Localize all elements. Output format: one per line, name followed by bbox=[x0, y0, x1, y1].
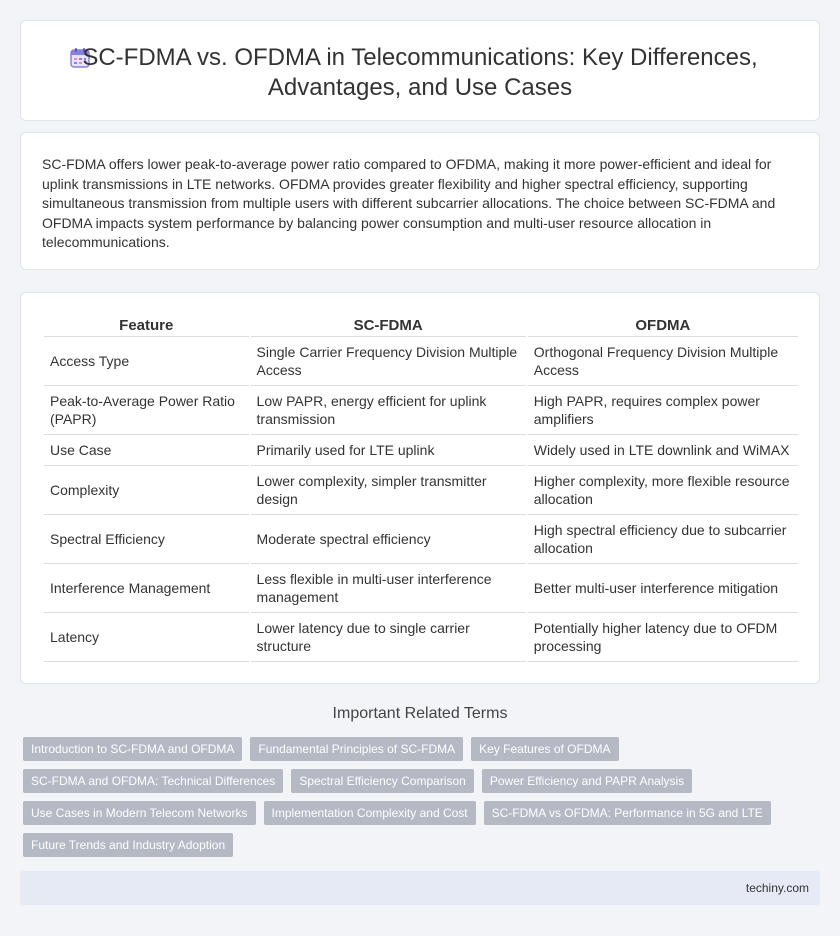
table-cell-feature: Use Case bbox=[44, 435, 249, 466]
table-cell-scfdma: Lower latency due to single carrier structure bbox=[251, 613, 526, 662]
title-card bbox=[20, 20, 820, 121]
table-cell-ofdma: High spectral efficiency due to subcarrier allocation bbox=[528, 515, 798, 564]
table-cell-feature: Peak-to-Average Power Ratio (PAPR) bbox=[44, 386, 249, 435]
table-header-row bbox=[44, 315, 798, 337]
column-header-ofdma: OFDMA bbox=[528, 315, 798, 337]
comparison-table bbox=[42, 315, 800, 662]
summary-card bbox=[20, 132, 820, 270]
table-row bbox=[44, 386, 798, 435]
related-term-tag[interactable]: Key Features of OFDMA bbox=[471, 737, 618, 761]
table-cell-ofdma: Orthogonal Frequency Division Multiple Access bbox=[528, 337, 798, 386]
table-cell-scfdma: Primarily used for LTE uplink bbox=[251, 435, 526, 466]
table-cell-ofdma: Widely used in LTE downlink and WiMAX bbox=[528, 435, 798, 466]
related-term-tag[interactable]: SC-FDMA and OFDMA: Technical Differences bbox=[23, 769, 283, 793]
column-header-feature: Feature bbox=[44, 315, 249, 337]
table-cell-ofdma: High PAPR, requires complex power amplifiers bbox=[528, 386, 798, 435]
related-term-tag[interactable]: Use Cases in Modern Telecom Networks bbox=[23, 801, 256, 825]
table-cell-feature: Interference Management bbox=[44, 564, 249, 613]
table-cell-feature: Access Type bbox=[44, 337, 249, 386]
summary-text: SC-FDMA offers lower peak-to-average power ratio compared to OFDMA, making it more power-efficient and ideal for uplink transmissions in LTE networks. OFDMA provides greater flexibility and higher spectral efficiency, supporting simultaneous transmission from multiple users with different subcarrier allocations. The choice between SC-FDMA and OFDMA impacts system performance by balancing power consumption and multi-user resource allocation in telecommunications. bbox=[42, 156, 776, 250]
table-cell-feature: Latency bbox=[44, 613, 249, 662]
footer-bar bbox=[20, 871, 820, 905]
table-cell-scfdma: Single Carrier Frequency Division Multiple Access bbox=[251, 337, 526, 386]
table-cell-ofdma: Better multi-user interference mitigation bbox=[528, 564, 798, 613]
related-term-tag[interactable]: Spectral Efficiency Comparison bbox=[291, 769, 474, 793]
table-cell-scfdma: Low PAPR, energy efficient for uplink transmission bbox=[251, 386, 526, 435]
table-row bbox=[44, 466, 798, 515]
table-cell-scfdma: Less flexible in multi-user interference management bbox=[251, 564, 526, 613]
related-term-tag[interactable]: Future Trends and Industry Adoption bbox=[23, 833, 233, 857]
page-title: SC-FDMA vs. OFDMA in Telecommunications: Key Differences, Advantages, and Use Cases bbox=[82, 44, 758, 101]
comparison-table-card bbox=[20, 292, 820, 684]
table-row bbox=[44, 435, 798, 466]
related-term-tag[interactable]: Implementation Complexity and Cost bbox=[264, 801, 476, 825]
related-term-tag[interactable]: Fundamental Principles of SC-FDMA bbox=[250, 737, 463, 761]
related-terms-list bbox=[23, 737, 803, 857]
footer-site-link[interactable]: techiny.com bbox=[745, 881, 809, 895]
related-term-tag[interactable]: Introduction to SC-FDMA and OFDMA bbox=[23, 737, 242, 761]
table-row bbox=[44, 515, 798, 564]
related-terms-heading: Important Related Terms bbox=[332, 705, 508, 722]
table-cell-ofdma: Potentially higher latency due to OFDM processing bbox=[528, 613, 798, 662]
table-cell-feature: Spectral Efficiency bbox=[44, 515, 249, 564]
related-term-tag[interactable]: Power Efficiency and PAPR Analysis bbox=[482, 769, 692, 793]
table-cell-scfdma: Lower complexity, simpler transmitter design bbox=[251, 466, 526, 515]
table-row bbox=[44, 337, 798, 386]
table-row bbox=[44, 613, 798, 662]
related-term-tag[interactable]: SC-FDMA vs OFDMA: Performance in 5G and LTE bbox=[484, 801, 771, 825]
table-cell-ofdma: Higher complexity, more flexible resource allocation bbox=[528, 466, 798, 515]
column-header-scfdma: SC-FDMA bbox=[251, 315, 526, 337]
table-cell-scfdma: Moderate spectral efficiency bbox=[251, 515, 526, 564]
table-cell-feature: Complexity bbox=[44, 466, 249, 515]
table-row bbox=[44, 564, 798, 613]
